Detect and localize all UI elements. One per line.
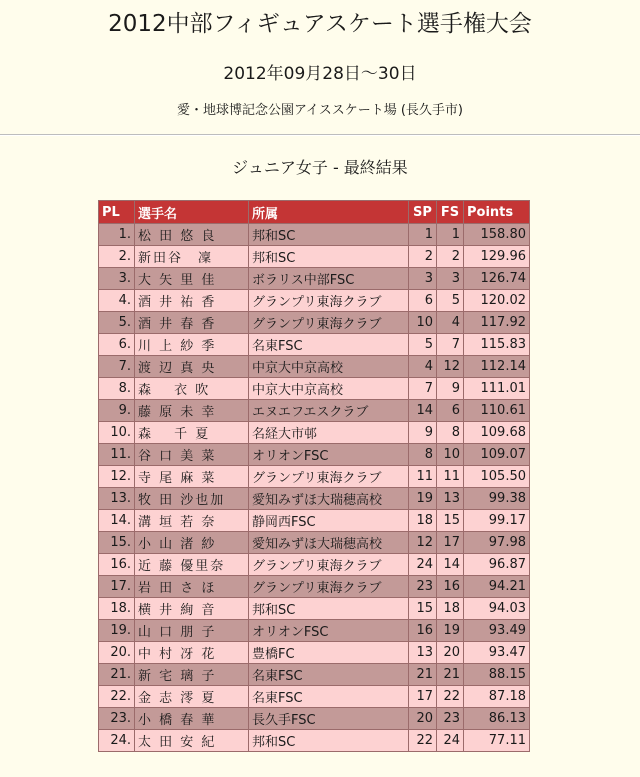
pl-cell: 12. bbox=[99, 466, 135, 488]
club-name: 中京大中京高校 bbox=[249, 378, 409, 400]
fs-rank: 13 bbox=[437, 488, 464, 510]
sp-rank: 6 bbox=[409, 290, 437, 312]
sp-rank: 12 bbox=[409, 532, 437, 554]
skater-name: 岩 田 さ ほ bbox=[135, 576, 249, 598]
club-name: グランプリ東海クラブ bbox=[249, 576, 409, 598]
sp-rank: 17 bbox=[409, 686, 437, 708]
club-name: グランプリ東海クラブ bbox=[249, 466, 409, 488]
skater-name: 新 宅 璃 子 bbox=[135, 664, 249, 686]
table-row bbox=[99, 378, 530, 400]
table-row bbox=[99, 510, 530, 532]
table-row bbox=[99, 224, 530, 246]
club-name: 邦和SC bbox=[249, 730, 409, 752]
pl-cell: 20. bbox=[99, 642, 135, 664]
skater-name: 近 藤 優里奈 bbox=[135, 554, 249, 576]
club-name: 邦和SC bbox=[249, 224, 409, 246]
table-row bbox=[99, 334, 530, 356]
header-club: 所属 bbox=[249, 201, 409, 224]
club-name: 愛知みずほ大瑞穂高校 bbox=[249, 532, 409, 554]
table-row bbox=[99, 620, 530, 642]
results-table bbox=[98, 200, 530, 752]
skater-name: 酒 井 祐 香 bbox=[135, 290, 249, 312]
fs-rank: 16 bbox=[437, 576, 464, 598]
fs-rank: 9 bbox=[437, 378, 464, 400]
fs-rank: 19 bbox=[437, 620, 464, 642]
total-points: 99.38 bbox=[464, 488, 530, 510]
sp-rank: 2 bbox=[409, 246, 437, 268]
total-points: 112.14 bbox=[464, 356, 530, 378]
skater-name: 山 口 朋 子 bbox=[135, 620, 249, 642]
table-row bbox=[99, 290, 530, 312]
skater-name: 新田谷 凜 bbox=[135, 246, 249, 268]
pl-cell: 10. bbox=[99, 422, 135, 444]
pl-cell: 2. bbox=[99, 246, 135, 268]
total-points: 117.92 bbox=[464, 312, 530, 334]
table-row bbox=[99, 356, 530, 378]
skater-name: 寺 尾 麻 菜 bbox=[135, 466, 249, 488]
pl-cell: 13. bbox=[99, 488, 135, 510]
table-row bbox=[99, 664, 530, 686]
sp-rank: 5 bbox=[409, 334, 437, 356]
header-sp: SP bbox=[409, 201, 437, 224]
fs-rank: 3 bbox=[437, 268, 464, 290]
fs-rank: 21 bbox=[437, 664, 464, 686]
fs-rank: 12 bbox=[437, 356, 464, 378]
fs-rank: 8 bbox=[437, 422, 464, 444]
sp-rank: 14 bbox=[409, 400, 437, 422]
table-row bbox=[99, 554, 530, 576]
club-name: 名経大市邨 bbox=[249, 422, 409, 444]
sp-rank: 20 bbox=[409, 708, 437, 730]
skater-name: 小 橋 春 華 bbox=[135, 708, 249, 730]
fs-rank: 22 bbox=[437, 686, 464, 708]
table-row bbox=[99, 708, 530, 730]
table-row bbox=[99, 642, 530, 664]
total-points: 93.47 bbox=[464, 642, 530, 664]
sp-rank: 4 bbox=[409, 356, 437, 378]
fs-rank: 20 bbox=[437, 642, 464, 664]
skater-name: 森 千 夏 bbox=[135, 422, 249, 444]
fs-rank: 11 bbox=[437, 466, 464, 488]
fs-rank: 18 bbox=[437, 598, 464, 620]
club-name: エヌエフエスクラブ bbox=[249, 400, 409, 422]
sp-rank: 3 bbox=[409, 268, 437, 290]
skater-name: 大 矢 里 佳 bbox=[135, 268, 249, 290]
skater-name: 金 志 澪 夏 bbox=[135, 686, 249, 708]
sp-rank: 16 bbox=[409, 620, 437, 642]
table-row bbox=[99, 598, 530, 620]
total-points: 110.61 bbox=[464, 400, 530, 422]
skater-name: 横 井 絢 音 bbox=[135, 598, 249, 620]
pl-cell: 11. bbox=[99, 444, 135, 466]
club-name: 豊橋FC bbox=[249, 642, 409, 664]
club-name: 静岡西FSC bbox=[249, 510, 409, 532]
sp-rank: 10 bbox=[409, 312, 437, 334]
pl-cell: 9. bbox=[99, 400, 135, 422]
club-name: 中京大中京高校 bbox=[249, 356, 409, 378]
total-points: 109.68 bbox=[464, 422, 530, 444]
total-points: 120.02 bbox=[464, 290, 530, 312]
table-header-row bbox=[99, 201, 530, 224]
table-row bbox=[99, 532, 530, 554]
total-points: 87.18 bbox=[464, 686, 530, 708]
sp-rank: 24 bbox=[409, 554, 437, 576]
category-heading: ジュニア女子 - 最終結果 bbox=[232, 158, 408, 177]
total-points: 115.83 bbox=[464, 334, 530, 356]
club-name: オリオンFSC bbox=[249, 444, 409, 466]
club-name: 名東FSC bbox=[249, 334, 409, 356]
fs-rank: 14 bbox=[437, 554, 464, 576]
fs-rank: 10 bbox=[437, 444, 464, 466]
sp-rank: 1 bbox=[409, 224, 437, 246]
table-row bbox=[99, 466, 530, 488]
sp-rank: 9 bbox=[409, 422, 437, 444]
skater-name: 溝 垣 若 奈 bbox=[135, 510, 249, 532]
sp-rank: 18 bbox=[409, 510, 437, 532]
sp-rank: 15 bbox=[409, 598, 437, 620]
club-name: グランプリ東海クラブ bbox=[249, 312, 409, 334]
page-title: 2012中部フィギュアスケート選手権大会 bbox=[108, 11, 532, 37]
club-name: 名東FSC bbox=[249, 664, 409, 686]
skater-name: 太 田 安 紀 bbox=[135, 730, 249, 752]
table-row bbox=[99, 312, 530, 334]
club-name: グランプリ東海クラブ bbox=[249, 290, 409, 312]
table-row bbox=[99, 400, 530, 422]
skater-name: 酒 井 春 香 bbox=[135, 312, 249, 334]
header-fs: FS bbox=[437, 201, 464, 224]
club-name: 邦和SC bbox=[249, 246, 409, 268]
pl-cell: 15. bbox=[99, 532, 135, 554]
pl-cell: 24. bbox=[99, 730, 135, 752]
total-points: 99.17 bbox=[464, 510, 530, 532]
table-row bbox=[99, 246, 530, 268]
total-points: 88.15 bbox=[464, 664, 530, 686]
fs-rank: 4 bbox=[437, 312, 464, 334]
sp-rank: 13 bbox=[409, 642, 437, 664]
event-venue: 愛・地球博記念公園アイススケート場 (長久手市) bbox=[177, 103, 463, 118]
pl-cell: 18. bbox=[99, 598, 135, 620]
pl-cell: 21. bbox=[99, 664, 135, 686]
divider bbox=[0, 134, 640, 136]
fs-rank: 7 bbox=[437, 334, 464, 356]
club-name: ボラリス中部FSC bbox=[249, 268, 409, 290]
header-name: 選手名 bbox=[135, 201, 249, 224]
results-body bbox=[99, 224, 530, 752]
sp-rank: 7 bbox=[409, 378, 437, 400]
event-dates: 2012年09月28日〜30日 bbox=[223, 64, 417, 84]
pl-cell: 22. bbox=[99, 686, 135, 708]
table-row bbox=[99, 268, 530, 290]
sp-rank: 22 bbox=[409, 730, 437, 752]
skater-name: 渡 辺 真 央 bbox=[135, 356, 249, 378]
pl-cell: 8. bbox=[99, 378, 135, 400]
fs-rank: 24 bbox=[437, 730, 464, 752]
skater-name: 中 村 冴 花 bbox=[135, 642, 249, 664]
club-name: 長久手FSC bbox=[249, 708, 409, 730]
pl-cell: 23. bbox=[99, 708, 135, 730]
pl-cell: 3. bbox=[99, 268, 135, 290]
fs-rank: 15 bbox=[437, 510, 464, 532]
table-row bbox=[99, 422, 530, 444]
total-points: 93.49 bbox=[464, 620, 530, 642]
header-points: Points bbox=[464, 201, 530, 224]
total-points: 129.96 bbox=[464, 246, 530, 268]
sp-rank: 19 bbox=[409, 488, 437, 510]
total-points: 105.50 bbox=[464, 466, 530, 488]
club-name: オリオンFSC bbox=[249, 620, 409, 642]
sp-rank: 8 bbox=[409, 444, 437, 466]
club-name: 邦和SC bbox=[249, 598, 409, 620]
total-points: 97.98 bbox=[464, 532, 530, 554]
sp-rank: 11 bbox=[409, 466, 437, 488]
table-row bbox=[99, 444, 530, 466]
sp-rank: 21 bbox=[409, 664, 437, 686]
sp-rank: 23 bbox=[409, 576, 437, 598]
pl-cell: 14. bbox=[99, 510, 135, 532]
skater-name: 小 山 渚 紗 bbox=[135, 532, 249, 554]
skater-name: 森 衣 吹 bbox=[135, 378, 249, 400]
header-pl: PL bbox=[99, 201, 135, 224]
fs-rank: 6 bbox=[437, 400, 464, 422]
table-row bbox=[99, 488, 530, 510]
fs-rank: 17 bbox=[437, 532, 464, 554]
table-row bbox=[99, 730, 530, 752]
pl-cell: 4. bbox=[99, 290, 135, 312]
club-name: 愛知みずほ大瑞穂高校 bbox=[249, 488, 409, 510]
total-points: 126.74 bbox=[464, 268, 530, 290]
total-points: 158.80 bbox=[464, 224, 530, 246]
fs-rank: 5 bbox=[437, 290, 464, 312]
total-points: 94.03 bbox=[464, 598, 530, 620]
total-points: 96.87 bbox=[464, 554, 530, 576]
table-row bbox=[99, 686, 530, 708]
total-points: 109.07 bbox=[464, 444, 530, 466]
skater-name: 松 田 悠 良 bbox=[135, 224, 249, 246]
fs-rank: 1 bbox=[437, 224, 464, 246]
skater-name: 川 上 紗 季 bbox=[135, 334, 249, 356]
total-points: 94.21 bbox=[464, 576, 530, 598]
skater-name: 谷 口 美 菜 bbox=[135, 444, 249, 466]
skater-name: 藤 原 未 幸 bbox=[135, 400, 249, 422]
pl-cell: 5. bbox=[99, 312, 135, 334]
pl-cell: 7. bbox=[99, 356, 135, 378]
pl-cell: 17. bbox=[99, 576, 135, 598]
total-points: 77.11 bbox=[464, 730, 530, 752]
pl-cell: 6. bbox=[99, 334, 135, 356]
total-points: 86.13 bbox=[464, 708, 530, 730]
pl-cell: 19. bbox=[99, 620, 135, 642]
club-name: グランプリ東海クラブ bbox=[249, 554, 409, 576]
fs-rank: 23 bbox=[437, 708, 464, 730]
fs-rank: 2 bbox=[437, 246, 464, 268]
club-name: 名東FSC bbox=[249, 686, 409, 708]
skater-name: 牧 田 沙也加 bbox=[135, 488, 249, 510]
total-points: 111.01 bbox=[464, 378, 530, 400]
table-row bbox=[99, 576, 530, 598]
pl-cell: 16. bbox=[99, 554, 135, 576]
pl-cell: 1. bbox=[99, 224, 135, 246]
